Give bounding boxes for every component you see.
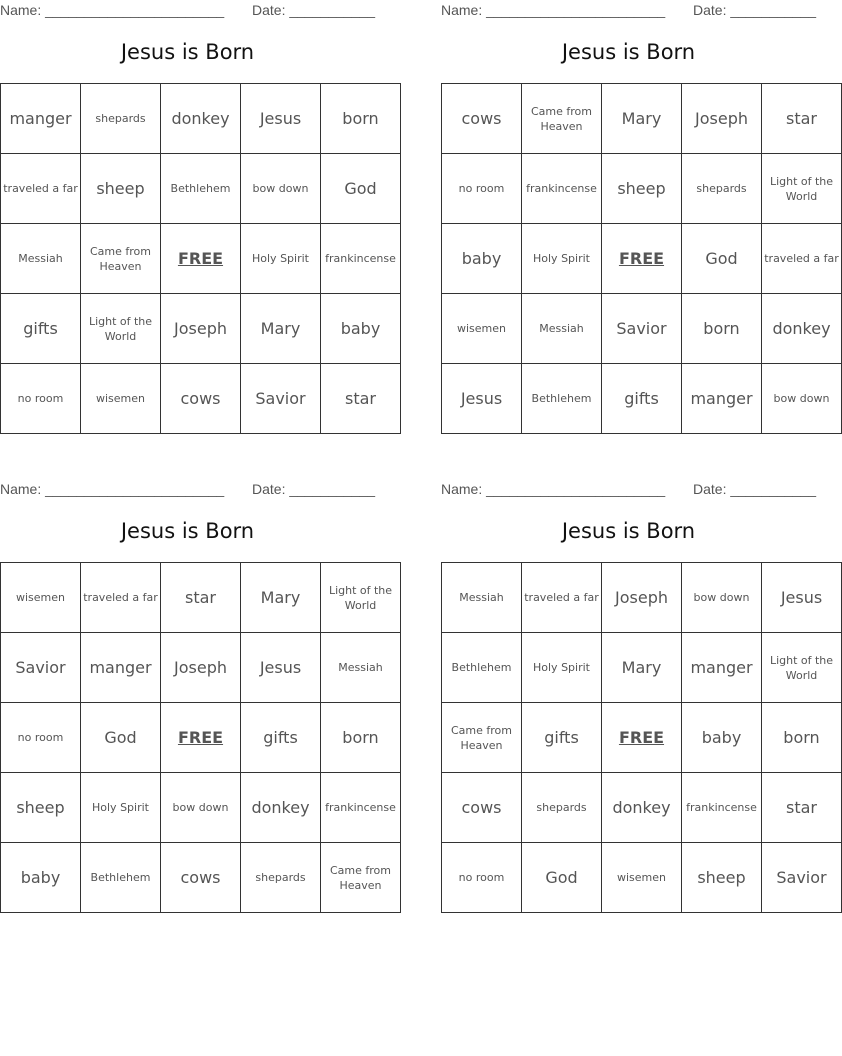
bingo-cell: wisemen <box>81 364 161 434</box>
bingo-cell: Mary <box>602 84 682 154</box>
card-title: Jesus is Born <box>561 519 696 543</box>
bingo-cell: bow down <box>762 364 842 434</box>
bingo-cell: Savior <box>1 633 81 703</box>
bingo-cell: Joseph <box>602 563 682 633</box>
bingo-cell: donkey <box>762 294 842 364</box>
bingo-cell: Messiah <box>321 633 401 703</box>
bingo-cell: star <box>161 563 241 633</box>
bingo-row <box>442 703 842 773</box>
bingo-cell: baby <box>682 703 762 773</box>
bingo-cell: star <box>762 84 842 154</box>
bingo-row <box>442 773 842 843</box>
bingo-cell: baby <box>1 843 81 913</box>
name-date-row <box>0 479 375 499</box>
bingo-cell: Mary <box>241 563 321 633</box>
bingo-cell: no room <box>1 364 81 434</box>
bingo-cell: born <box>321 84 401 154</box>
bingo-cell: manger <box>81 633 161 703</box>
bingo-cell: gifts <box>602 364 682 434</box>
bingo-cell: manger <box>682 364 762 434</box>
bingo-cell: no room <box>442 154 522 224</box>
bingo-cell: God <box>522 843 602 913</box>
bingo-cell: wisemen <box>1 563 81 633</box>
bingo-cell: baby <box>442 224 522 294</box>
bingo-grid <box>0 83 401 434</box>
bingo-cell: star <box>321 364 401 434</box>
name-date-row <box>441 0 816 20</box>
bingo-cell: frankincense <box>321 224 401 294</box>
free-space: FREE <box>602 703 682 773</box>
name-field-label: Name: _______________________ <box>441 481 666 497</box>
bingo-cell: donkey <box>602 773 682 843</box>
bingo-cell: sheep <box>1 773 81 843</box>
card-title: Jesus is Born <box>120 519 255 543</box>
bingo-cell: bow down <box>161 773 241 843</box>
bingo-cell: Jesus <box>762 563 842 633</box>
free-space: FREE <box>161 703 241 773</box>
card-title: Jesus is Born <box>561 40 696 64</box>
bingo-cell: gifts <box>1 294 81 364</box>
name-field-label: Name: _______________________ <box>0 2 225 18</box>
bingo-grid <box>441 83 842 434</box>
bingo-cell: Came from Heaven <box>321 843 401 913</box>
bingo-cell: frankincense <box>682 773 762 843</box>
bingo-row <box>442 364 842 434</box>
bingo-cell: God <box>321 154 401 224</box>
bingo-row <box>442 563 842 633</box>
bingo-cell: cows <box>161 364 241 434</box>
bingo-cell: frankincense <box>522 154 602 224</box>
bingo-cell: Came from Heaven <box>442 703 522 773</box>
bingo-cell: Mary <box>602 633 682 703</box>
bingo-cell: Light of the World <box>321 563 401 633</box>
bingo-row <box>442 843 842 913</box>
bingo-cell: traveled a far <box>81 563 161 633</box>
bingo-row <box>1 563 401 633</box>
bingo-cell: cows <box>161 843 241 913</box>
bingo-cell: Messiah <box>522 294 602 364</box>
bingo-cell: wisemen <box>602 843 682 913</box>
bingo-cell: shepards <box>81 84 161 154</box>
bingo-grid <box>441 562 842 913</box>
free-space: FREE <box>602 224 682 294</box>
bingo-cell: manger <box>682 633 762 703</box>
bingo-cell: Joseph <box>682 84 762 154</box>
bingo-row <box>1 703 401 773</box>
bingo-cell: Messiah <box>1 224 81 294</box>
bingo-cell: born <box>321 703 401 773</box>
date-field-label: Date: ___________ <box>693 481 816 497</box>
bingo-cell: gifts <box>522 703 602 773</box>
date-field-label: Date: ___________ <box>252 481 375 497</box>
name-date-row <box>0 0 375 20</box>
bingo-cell: Holy Spirit <box>241 224 321 294</box>
bingo-cell: traveled a far <box>522 563 602 633</box>
bingo-cell: Mary <box>241 294 321 364</box>
bingo-row <box>1 364 401 434</box>
bingo-cell: cows <box>442 773 522 843</box>
bingo-cell: Holy Spirit <box>522 633 602 703</box>
card-title: Jesus is Born <box>120 40 255 64</box>
bingo-cell: shepards <box>241 843 321 913</box>
bingo-row <box>442 224 842 294</box>
bingo-row <box>1 773 401 843</box>
bingo-cell: frankincense <box>321 773 401 843</box>
bingo-cell: traveled a far <box>1 154 81 224</box>
bingo-cell: bow down <box>682 563 762 633</box>
bingo-cell: Holy Spirit <box>81 773 161 843</box>
bingo-cell: born <box>682 294 762 364</box>
name-date-row <box>441 479 816 499</box>
bingo-cell: Savior <box>762 843 842 913</box>
bingo-cell: donkey <box>161 84 241 154</box>
bingo-row <box>1 224 401 294</box>
bingo-cell: no room <box>442 843 522 913</box>
bingo-row <box>442 294 842 364</box>
bingo-cell: God <box>81 703 161 773</box>
bingo-cell: God <box>682 224 762 294</box>
bingo-cell: no room <box>1 703 81 773</box>
bingo-row <box>1 154 401 224</box>
bingo-cell: bow down <box>241 154 321 224</box>
bingo-cell: Savior <box>241 364 321 434</box>
bingo-row <box>1 84 401 154</box>
bingo-cell: Came from Heaven <box>522 84 602 154</box>
bingo-cell: manger <box>1 84 81 154</box>
date-field-label: Date: ___________ <box>252 2 375 18</box>
bingo-cell: Came from Heaven <box>81 224 161 294</box>
bingo-row <box>1 294 401 364</box>
bingo-cell: Joseph <box>161 633 241 703</box>
bingo-row <box>1 843 401 913</box>
bingo-cell: wisemen <box>442 294 522 364</box>
bingo-row <box>442 633 842 703</box>
bingo-cell: Bethlehem <box>81 843 161 913</box>
bingo-grid <box>0 562 401 913</box>
bingo-cell: cows <box>442 84 522 154</box>
bingo-cell: sheep <box>602 154 682 224</box>
bingo-cell: Savior <box>602 294 682 364</box>
bingo-row <box>1 633 401 703</box>
bingo-cell: star <box>762 773 842 843</box>
bingo-cell: born <box>762 703 842 773</box>
free-space: FREE <box>161 224 241 294</box>
bingo-cell: donkey <box>241 773 321 843</box>
bingo-cell: Jesus <box>442 364 522 434</box>
bingo-row <box>442 154 842 224</box>
bingo-cell: Joseph <box>161 294 241 364</box>
bingo-cell: sheep <box>682 843 762 913</box>
bingo-cell: Light of the World <box>762 154 842 224</box>
bingo-cell: gifts <box>241 703 321 773</box>
bingo-row <box>442 84 842 154</box>
bingo-cell: shepards <box>522 773 602 843</box>
name-field-label: Name: _______________________ <box>441 2 666 18</box>
bingo-cell: traveled a far <box>762 224 842 294</box>
bingo-cell: Jesus <box>241 633 321 703</box>
bingo-cell: Messiah <box>442 563 522 633</box>
bingo-cell: Bethlehem <box>161 154 241 224</box>
date-field-label: Date: ___________ <box>693 2 816 18</box>
bingo-cell: Light of the World <box>762 633 842 703</box>
bingo-cell: sheep <box>81 154 161 224</box>
name-field-label: Name: _______________________ <box>0 481 225 497</box>
bingo-cell: Bethlehem <box>442 633 522 703</box>
bingo-cell: shepards <box>682 154 762 224</box>
bingo-cell: Bethlehem <box>522 364 602 434</box>
bingo-cell: Holy Spirit <box>522 224 602 294</box>
bingo-cell: baby <box>321 294 401 364</box>
bingo-cell: Light of the World <box>81 294 161 364</box>
bingo-cell: Jesus <box>241 84 321 154</box>
